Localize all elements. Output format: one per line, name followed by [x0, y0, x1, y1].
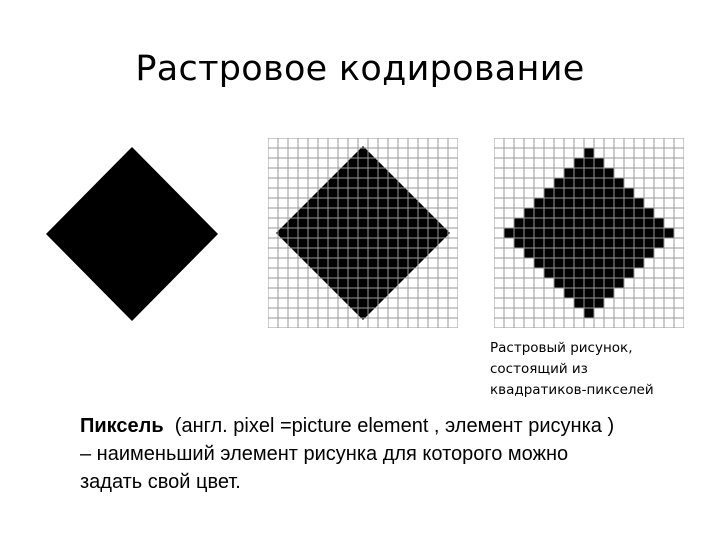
- pixel-cell: [514, 218, 524, 228]
- pixel-cell: [604, 258, 614, 268]
- pixel-cell: [584, 228, 594, 238]
- pixel-cell: [604, 178, 614, 188]
- pixel-cell: [654, 218, 664, 228]
- pixel-cell: [654, 228, 664, 238]
- pixel-cell: [574, 178, 584, 188]
- pixel-cell: [594, 258, 604, 268]
- pixel-cell: [584, 298, 594, 308]
- pixel-cell: [564, 198, 574, 208]
- pixel-cell: [584, 248, 594, 258]
- pixel-cell: [574, 218, 584, 228]
- pixel-cell: [544, 188, 554, 198]
- pixel-cell: [584, 278, 594, 288]
- pixel-cell: [574, 188, 584, 198]
- pixel-cell: [594, 248, 604, 258]
- pixel-cell: [604, 268, 614, 278]
- pixel-cell: [604, 208, 614, 218]
- pixel-cell: [544, 268, 554, 278]
- solid-diamond-figure: [42, 144, 222, 324]
- pixel-cell: [634, 248, 644, 258]
- caption-line: квадратиков-пикселей: [490, 382, 654, 398]
- pixel-cell: [564, 278, 574, 288]
- pixel-cell: [554, 238, 564, 248]
- pixel-cell: [544, 208, 554, 218]
- pixel-cell: [614, 258, 624, 268]
- pixel-cell: [564, 168, 574, 178]
- pixel-cell: [594, 228, 604, 238]
- pixel-cell: [654, 238, 664, 248]
- pixel-cell: [534, 248, 544, 258]
- diamond-over-grid-figure: [268, 138, 458, 328]
- pixel-cell: [544, 258, 554, 268]
- pixel-cell: [574, 228, 584, 238]
- pixel-cell: [594, 268, 604, 278]
- definition-text: (англ. pixel =picture element , элемент рисунка ): [174, 415, 615, 437]
- pixel-cell: [604, 168, 614, 178]
- pixelated-diamond-figure: [494, 138, 684, 328]
- pixel-cell: [564, 258, 574, 268]
- pixel-cell: [524, 208, 534, 218]
- pixel-cell: [624, 238, 634, 248]
- pixel-cell: [564, 188, 574, 198]
- pixel-cell: [594, 208, 604, 218]
- pixel-cell: [584, 188, 594, 198]
- pixel-cell: [614, 228, 624, 238]
- pixel-cell: [614, 178, 624, 188]
- pixel-cell: [644, 248, 654, 258]
- pixel-cell: [644, 228, 654, 238]
- pixel-cell: [584, 268, 594, 278]
- pixel-cell: [574, 258, 584, 268]
- pixel-cell: [534, 228, 544, 238]
- pixel-cell: [584, 178, 594, 188]
- pixel-cell: [564, 218, 574, 228]
- pixel-cell: [564, 228, 574, 238]
- pixel-cell: [554, 188, 564, 198]
- pixel-cell: [574, 298, 584, 308]
- pixel-cell: [644, 238, 654, 248]
- pixel-cell: [534, 218, 544, 228]
- pixel-cell: [624, 208, 634, 218]
- figure-caption: [490, 338, 690, 401]
- pixel-cell: [584, 168, 594, 178]
- pixel-cell: [524, 218, 534, 228]
- pixel-cell: [534, 258, 544, 268]
- pixel-cell: [594, 298, 604, 308]
- pixel-cell: [574, 248, 584, 258]
- pixel-cell: [584, 238, 594, 248]
- pixel-cell: [564, 248, 574, 258]
- pixel-cell: [624, 268, 634, 278]
- pixel-cell: [514, 228, 524, 238]
- caption-line: Растровый рисунок,: [490, 340, 633, 356]
- pixel-cell: [544, 248, 554, 258]
- pixel-cell: [614, 278, 624, 288]
- pixel-cell: [624, 218, 634, 228]
- pixel-cell: [634, 208, 644, 218]
- pixel-cell: [624, 248, 634, 258]
- pixel-cell: [584, 308, 594, 318]
- pixel-cell: [574, 278, 584, 288]
- pixel-cell: [594, 158, 604, 168]
- pixel-cell: [624, 188, 634, 198]
- pixel-cell: [534, 198, 544, 208]
- diamond-shape: [276, 146, 450, 320]
- pixel-cell: [574, 168, 584, 178]
- pixel-cell: [544, 218, 554, 228]
- pixel-cell: [644, 208, 654, 218]
- pixel-cell: [514, 238, 524, 248]
- definition-line: – наименьший элемент рисунка для которого можно: [80, 443, 569, 465]
- pixel-cell: [614, 218, 624, 228]
- pixel-cell: [604, 288, 614, 298]
- pixel-cell: [584, 148, 594, 158]
- pixel-cell: [634, 198, 644, 208]
- pixel-cell: [604, 278, 614, 288]
- pixel-cell: [564, 178, 574, 188]
- pixel-cell: [594, 278, 604, 288]
- pixel-cell: [564, 208, 574, 218]
- pixel-cell: [554, 218, 564, 228]
- pixel-cell: [594, 218, 604, 228]
- pixel-cell: [664, 228, 674, 238]
- pixel-cells: [504, 148, 674, 318]
- pixel-cell: [604, 228, 614, 238]
- pixel-cell: [554, 228, 564, 238]
- pixel-cell: [614, 268, 624, 278]
- pixel-cell: [584, 208, 594, 218]
- pixel-cell: [534, 208, 544, 218]
- pixel-cell: [584, 218, 594, 228]
- pixel-cell: [574, 238, 584, 248]
- pixel-cell: [624, 198, 634, 208]
- pixel-cell: [524, 248, 534, 258]
- pixel-cell: [634, 258, 644, 268]
- pixel-cell: [604, 238, 614, 248]
- pixel-cell: [614, 248, 624, 258]
- pixel-cell: [564, 268, 574, 278]
- pixel-cell: [604, 218, 614, 228]
- pixel-cell: [504, 228, 514, 238]
- pixel-cell: [644, 218, 654, 228]
- slide-title: Растровое кодирование: [135, 49, 585, 89]
- pixel-cell: [554, 248, 564, 258]
- pixel-cell: [574, 288, 584, 298]
- pixel-cell: [584, 198, 594, 208]
- definition-term: Пиксель: [80, 415, 164, 437]
- pixel-cell: [544, 228, 554, 238]
- pixel-cell: [554, 178, 564, 188]
- pixel-cell: [634, 218, 644, 228]
- pixel-cell: [564, 238, 574, 248]
- pixel-cell: [554, 258, 564, 268]
- pixel-cell: [624, 258, 634, 268]
- pixel-cell: [534, 238, 544, 248]
- pixel-cell: [594, 178, 604, 188]
- pixel-cell: [544, 238, 554, 248]
- pixel-cell: [604, 198, 614, 208]
- pixel-cell: [544, 198, 554, 208]
- pixel-cell: [524, 238, 534, 248]
- definition-line: [80, 412, 700, 440]
- pixel-cell: [604, 188, 614, 198]
- pixel-cell: [594, 198, 604, 208]
- pixel-cell: [614, 198, 624, 208]
- pixel-cell: [594, 188, 604, 198]
- pixel-cell: [574, 208, 584, 218]
- pixel-cell: [554, 198, 564, 208]
- pixel-cell: [554, 268, 564, 278]
- pixel-cell: [614, 188, 624, 198]
- pixel-cell: [624, 228, 634, 238]
- pixel-cell: [584, 288, 594, 298]
- pixel-cell: [564, 288, 574, 298]
- pixel-cell: [584, 158, 594, 168]
- pixel-cell: [594, 288, 604, 298]
- pixel-cell: [574, 198, 584, 208]
- pixel-cell: [584, 258, 594, 268]
- pixel-cell: [604, 248, 614, 258]
- pixel-cell: [524, 228, 534, 238]
- pixel-cell: [634, 228, 644, 238]
- pixel-cell: [574, 158, 584, 168]
- pixel-cell: [614, 238, 624, 248]
- pixel-cell: [594, 168, 604, 178]
- definition-line: задать свой цвет.: [80, 471, 241, 493]
- pixel-cell: [614, 208, 624, 218]
- pixel-cell: [634, 238, 644, 248]
- pixel-cell: [554, 208, 564, 218]
- pixel-cell: [574, 268, 584, 278]
- pixel-cell: [554, 278, 564, 288]
- pixel-definition: [80, 412, 700, 496]
- diamond-shape: [46, 147, 218, 321]
- pixel-cell: [594, 238, 604, 248]
- caption-line: состоящий из: [490, 361, 588, 377]
